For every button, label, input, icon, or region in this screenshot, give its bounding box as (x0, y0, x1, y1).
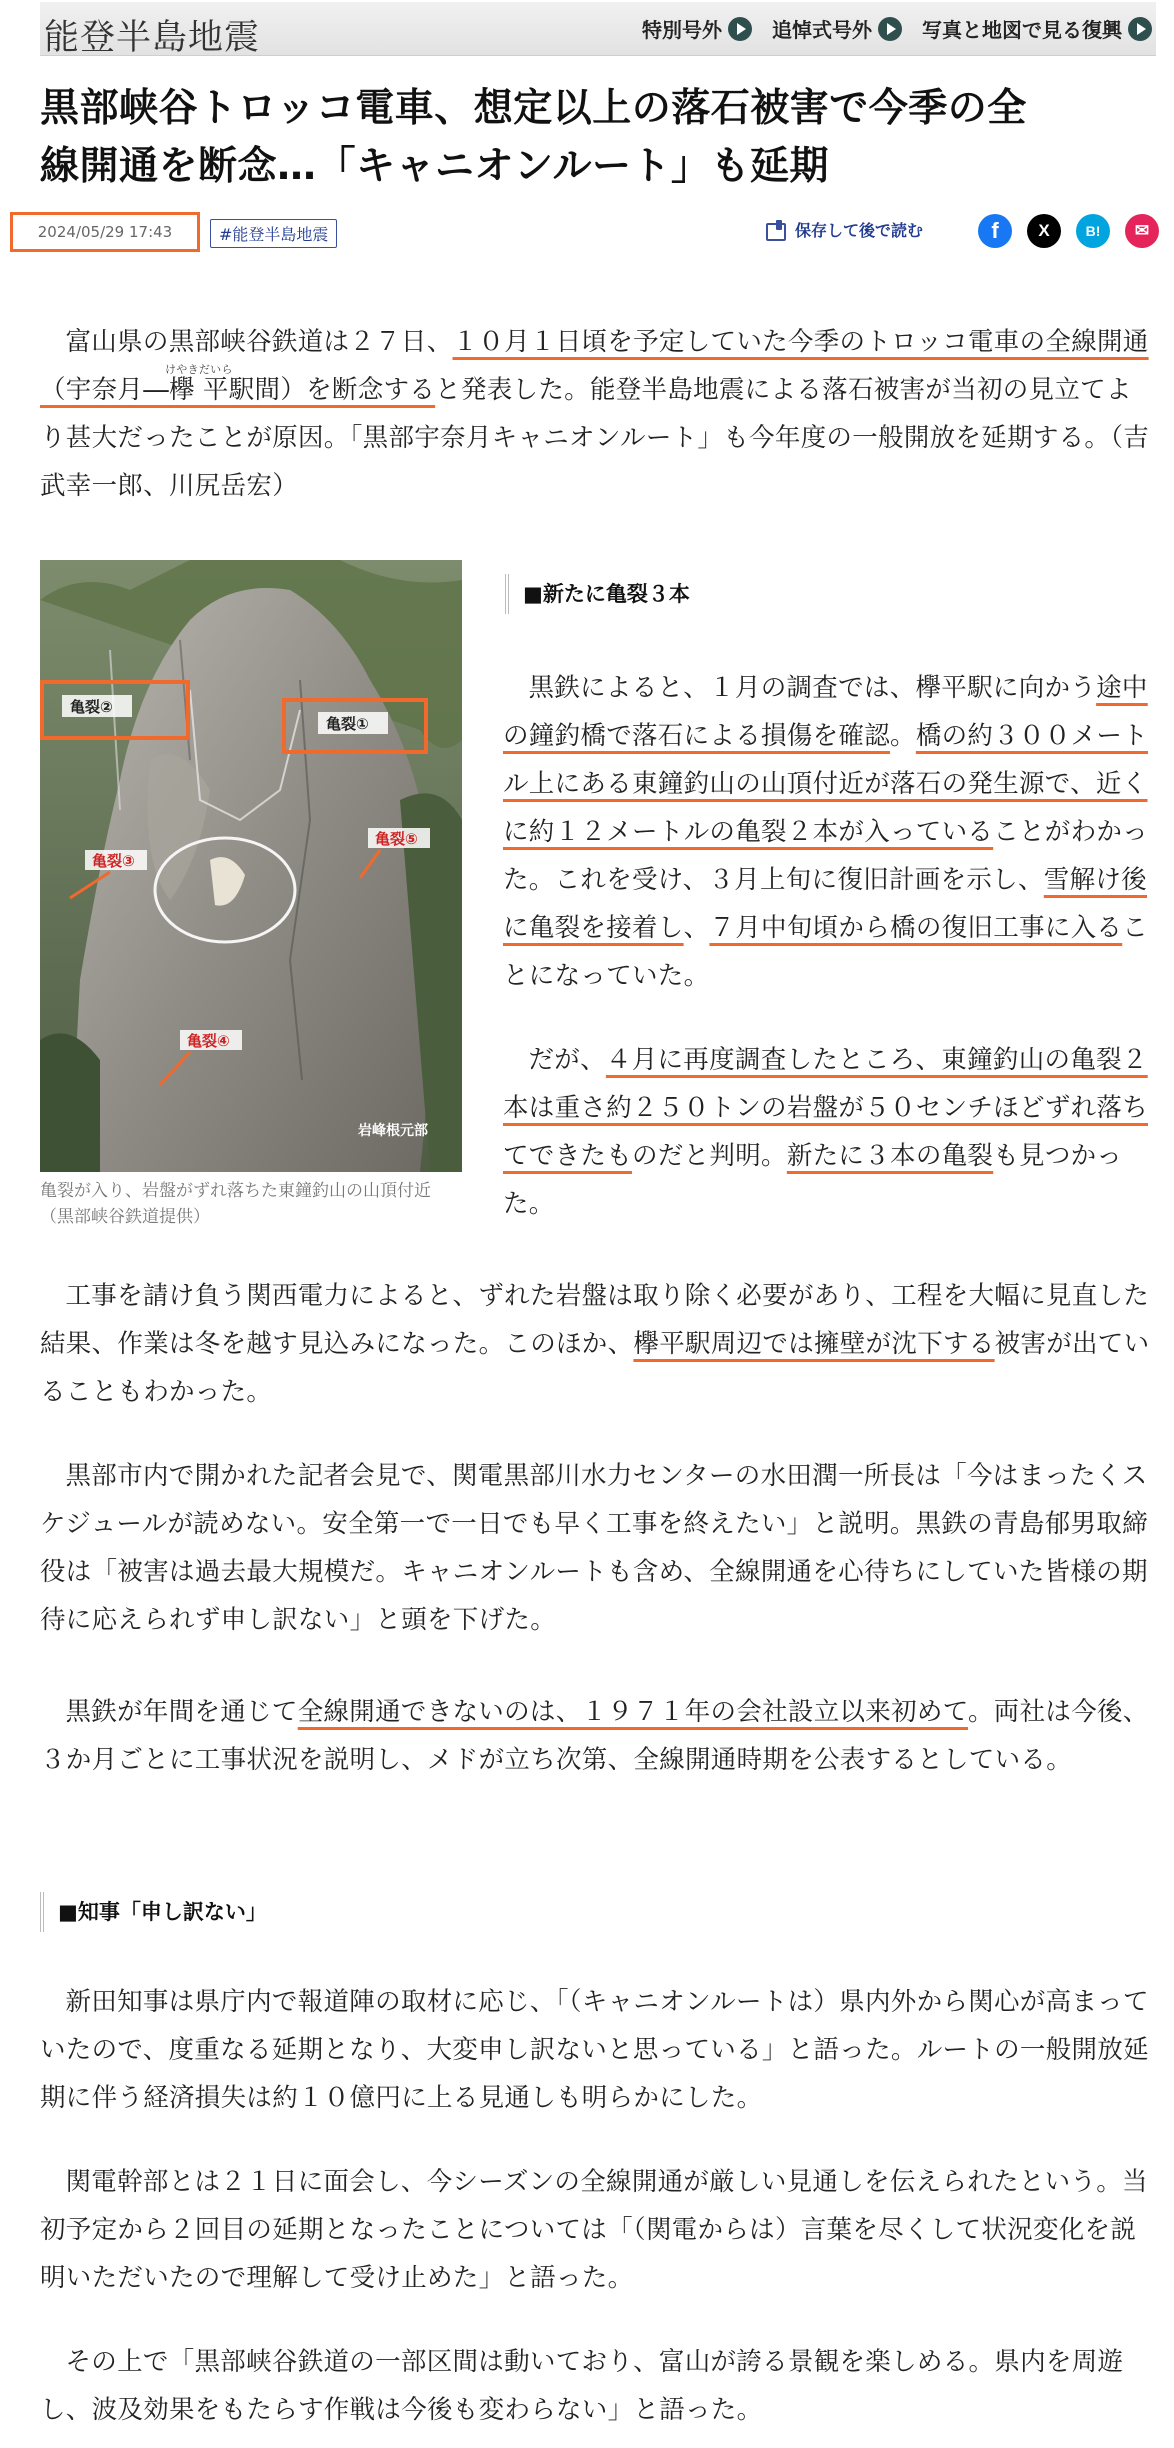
article-headline (40, 80, 1140, 196)
arrow-circle-icon (1128, 17, 1152, 41)
article-meta (10, 212, 1166, 252)
station-name: 欅平けやきだいら (164, 363, 233, 405)
share-buttons (978, 214, 1159, 248)
arrow-circle-icon (878, 17, 902, 41)
headline-line-2: 線開通を断念…「キャニオンルート」も延期 (40, 144, 830, 189)
photo-caption: 亀裂が入り、岩盤がずれ落ちた東鐘釣山の山頂付近 （黒部峡谷鉄道提供） (40, 1181, 431, 1227)
topic-banner (40, 2, 1156, 56)
publish-date: 2024/05/29 17:43 (10, 212, 200, 252)
banner-links (642, 14, 1152, 43)
article-paragraph-4: 工事を請け負う関西電力によると、ずれた岩盤は取り除く必要があり、工程を大幅に見直した結果、作業は冬を越す見込みになった。このほか、欅平駅周辺では擁壁が沈下する被害が出ていることもわかった。 (40, 1281, 1150, 1407)
cliff-photo (40, 560, 462, 1172)
article-paragraph-5: 黒部市内で開かれた記者会見で、関電黒部川水力センターの水田潤一所長は「今はまったくスケジュールが読めない。安全第一で一日でも早く工事を終えたい」と説明。黒鉄の青島郁男取締役は「被害は過去最大規模だ。キャニオンルートも含め、全線開通を心待ちにしていた皆様の期待に応えられず申し訳ない」と頭を下げた。 (40, 1461, 1148, 1635)
x-share-button[interactable]: X (1027, 214, 1061, 248)
article-paragraph-1: 富山県の黒部峡谷鉄道は２７日、１０月１日頃を予定していた今季のトロッコ電車の全線開通（宇奈月―欅平けやきだいら駅間）を断念すると発表した。能登半島地震による落石被害が当初の見立てより甚大だったことが原因。「黒部宇奈月キャニオンルート」も今年度の一般開放を延期する。（吉武幸一郎、川尻岳宏） (40, 327, 1150, 501)
article-paragraph-2: 黒鉄によると、１月の調査では、欅平駅に向かう途中の鐘釣橋で落石による損傷を確認。橋の約３００メートル上にある東鐘釣山の山頂付近が落石の発生源で、近くに約１２メートルの亀裂２本が入っていることがわかった。これを受け、３月上旬に復旧計画を示し、雪解け後に亀裂を接着し、７月中旬頃から橋の復旧工事に入ることになっていた。 (503, 673, 1149, 991)
photo-credit-label: 岩峰根元部 (358, 1123, 428, 1139)
topic-tag[interactable]: #能登半島地震 (210, 219, 337, 248)
save-for-later-button[interactable] (765, 218, 923, 241)
subheading-governor: ■知事「申し訳ない」 (40, 1892, 267, 1932)
highlight: ４月に再度調査したところ、東鐘釣山の亀裂２本は重さ約２５０トンの岩盤が５０センチほどずれ落ちてできたも (503, 1045, 1149, 1171)
special-extra-link[interactable] (642, 14, 752, 43)
special-extra-label: 特別号外 (642, 18, 722, 42)
bookmark-icon (765, 220, 787, 240)
photo-label-crack-4: 亀裂④ (187, 1032, 230, 1050)
facebook-share-button[interactable]: f (978, 214, 1012, 248)
photo-map-label: 写真と地図で見る復興 (922, 18, 1122, 42)
arrow-circle-icon (728, 17, 752, 41)
article-paragraph-7: 新田知事は県庁内で報道陣の取材に応じ、「（キャニオンルートは）県内外から関心が高まっていたので、度重なる延期となり、大変申し訳ないと思っている」と語った。ルートの一般開放延期に伴う経済損失は約１０億円に上る見通しも明らかにした。 (40, 1987, 1149, 2113)
subheading-new-cracks: ■新たに亀裂３本 (505, 574, 690, 614)
mail-share-button[interactable]: ✉ (1125, 214, 1159, 248)
highlight: ７月中旬頃から橋の復旧工事に入る (709, 913, 1123, 943)
article-paragraph-3: だが、４月に再度調査したところ、東鐘釣山の亀裂２本は重さ約２５０トンの岩盤が５０センチほどずれ落ちてできたものだと判明。新たに３本の亀裂も見つかった。 (503, 1045, 1149, 1219)
headline-line-1: 黒部峡谷トロッコ電車、想定以上の落石被害で今季の全 (40, 86, 1027, 131)
memorial-extra-label: 追悼式号外 (772, 18, 872, 42)
photo-label-crack-1: 亀裂① (326, 715, 369, 733)
highlight: １０月１日頃を予定していた今季のトロッコ電車の全線開通（宇奈月―欅平けやきだいら駅間）を断念する (40, 327, 1149, 405)
save-for-later-label: 保存して後で読む (795, 221, 924, 240)
article-paragraph-8: 関電幹部とは２１日に面会し、今シーズンの全線開通が厳しい見通しを伝えられたという。当初予定から２回目の延期となったことについては「（関電からは）言葉を尽くして状況変化を説明いただいたので理解して受け止めた」と語った。 (40, 2167, 1148, 2293)
photo-label-crack-5: 亀裂⑤ (375, 830, 418, 848)
photo-map-link[interactable] (922, 14, 1152, 43)
highlight: 雪解け後に亀裂を接着し (503, 865, 1147, 943)
cliff-photo-image (40, 560, 462, 1172)
hatena-bookmark-button[interactable]: B! (1076, 214, 1110, 248)
banner-title[interactable]: 能登半島地震 (44, 18, 261, 58)
photo-label-crack-3: 亀裂③ (92, 852, 135, 870)
article-paragraph-9: その上で「黒部峡谷鉄道の一部区間は動いており、富山が誇る景観を楽しめる。県内を周遊し、波及効果をもたらす作戦は今後も変わらない」と語った。 (40, 2347, 1124, 2425)
article-paragraph-6: 黒鉄が年間を通じて全線開通できないのは、１９７１年の会社設立以来初めて。両社は今後、３か月ごとに工事状況を説明し、メドが立ち次第、全線開通時期を公表するとしている。 (40, 1697, 1149, 1775)
highlight: 欅平駅周辺では擁壁が沈下する (633, 1329, 995, 1359)
memorial-extra-link[interactable] (772, 14, 902, 43)
highlight: 新たに３本の亀裂 (786, 1141, 994, 1171)
highlight: 橋の約３００メートル上にある東鐘釣山の山頂付近が落石の発生源で、近くに約１２メートルの亀裂２本が入っている (503, 721, 1149, 847)
photo-label-crack-2: 亀裂② (70, 698, 113, 716)
highlight: 全線開通できないのは、１９７１年の会社設立以来初めて (297, 1697, 968, 1727)
highlight: 途中の鐘釣橋で落石による損傷を確認 (503, 673, 1148, 751)
